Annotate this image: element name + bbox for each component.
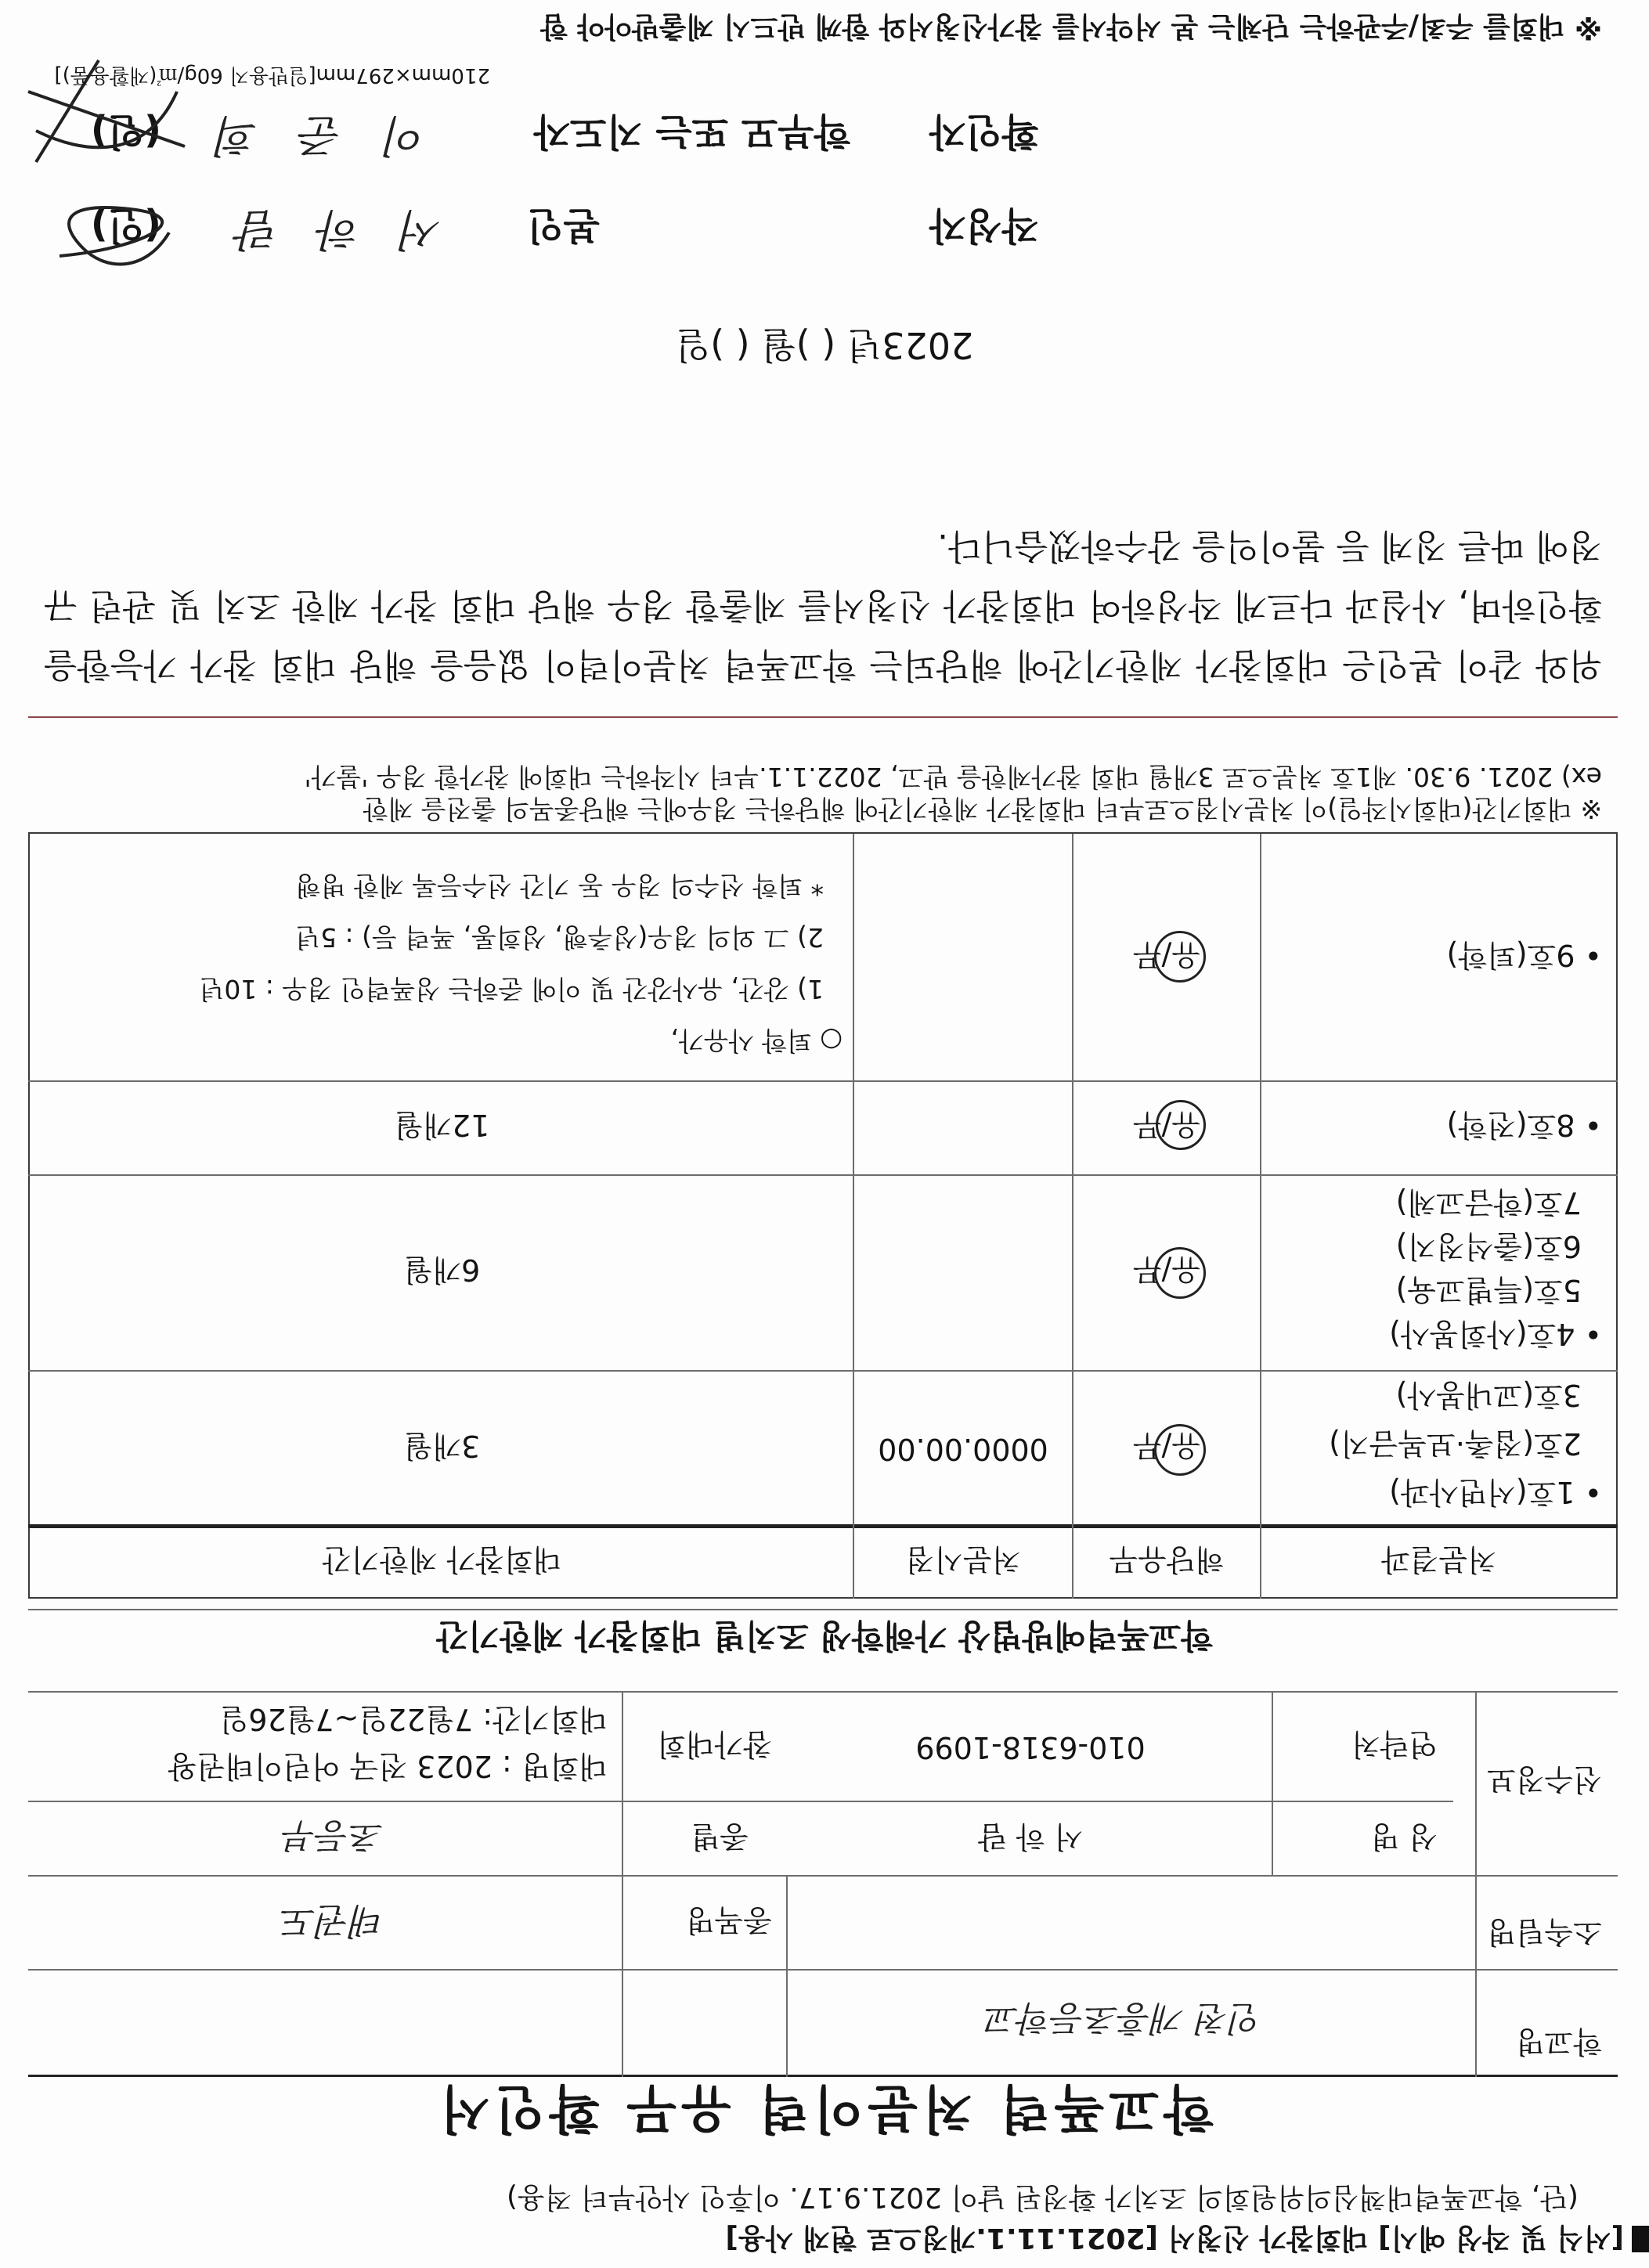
contact-label: 연락처 [1351, 1727, 1438, 1762]
affiliation-label: 소속팀명 [1487, 1915, 1602, 1950]
school-label: 학교명 [1515, 2025, 1602, 2060]
date-line: 2023년 ( )월 ( )일 [675, 324, 974, 366]
expulsion-note [199, 860, 843, 1066]
school-value: 인천 개흥초등학교 [985, 1998, 1264, 2038]
applicant-name: 서 하 람 [226, 204, 443, 254]
applicant-stamp: (인) [90, 204, 161, 247]
guardian-signature-scribble [20, 37, 193, 178]
choice-circle-mark [1154, 931, 1206, 983]
title-divider [28, 2075, 1618, 2077]
guardian-stamp: (인) [90, 110, 161, 153]
info-col-divider [1272, 1693, 1273, 1877]
limit-note: ※ 대회기간(대회시작일)이 처분시점으로부터 대회참가 제한기간에 해당하는 경우에는 해당종목의 출전을 제한 [363, 794, 1602, 824]
result-item: 3호(교내봉사) [1395, 1378, 1582, 1412]
info-col-divider [786, 1877, 788, 2077]
name-value: 서 하 람 [977, 1819, 1084, 1854]
result-item: • 1호(서면사과) [1389, 1475, 1602, 1509]
form-sub-note: (단, 학교폭력대책심의위원회의 조치가 확정된 날이 2021.9.17. 이후인 사안부터 적용) [506, 2181, 1579, 2213]
table-title: 학교폭력예방법상 가해학생 조치별 대회참가 제한기간 [436, 1617, 1213, 1655]
event-label: 참가대회 [657, 1727, 772, 1762]
choice-circle-mark [1156, 1100, 1206, 1150]
corner-marker [1632, 2226, 1649, 2252]
sport-label: 종목명 [685, 1903, 772, 1938]
event-period: 대회기간: 7월22일~7월26일 [219, 1702, 608, 1736]
table-row-1-results [1329, 1371, 1602, 1516]
confirmation-paragraph: 위와 같이 본인은 대회참가 제한기간에 해당되는 학교폭력 처분이력이 없음을 해당 대회 참가 가능함을 확인하며, 사실과 다르게 작성하여 대회참가 신청서를 제출할 경우 해당 대회 참가 제한 조치 및 관련 규정에 따른 징계 등 불이익을 감수하겠습니다. [43, 526, 1602, 685]
applicable-choice: 유/무 [1132, 938, 1201, 972]
contact-value: 010-6318-1099 [915, 1730, 1146, 1765]
applicant-label: 작성자 [929, 204, 1038, 247]
table-title-divider [28, 1609, 1618, 1610]
info-col-divider [622, 1693, 623, 2077]
table-col-divider [1260, 834, 1261, 1599]
applicable-choice: 유/무 [1132, 1253, 1201, 1288]
col-header-date: 처분시점 [905, 1542, 1021, 1578]
expulsion-note-line: 2) 그 외의 경우(성추행, 성희롱, 폭력 등) : 5년 [295, 922, 824, 953]
limit-period: 6개월 [403, 1253, 481, 1288]
limit-example: ex) 2021. 9.30. 제1호 처분으로 3개월 대회 참가제한을 받고, 2022.1.1.부터 시작하는 대회에 참가할 경우 '불가' [304, 762, 1602, 792]
result-item: 7호(학급교체) [1395, 1185, 1582, 1220]
guardian-role: 학부모 또는 지도자 [533, 110, 850, 153]
result-item: • 9호(퇴학) [1446, 938, 1602, 972]
expulsion-note-line: ○ 퇴학 사유가, [670, 1026, 843, 1056]
result-item: 2호(접촉·보복금지) [1329, 1426, 1582, 1461]
grade-label: 종별 [691, 1819, 749, 1854]
section-divider [28, 716, 1618, 718]
event-name: 대회명 : 2023 전국 어린이태권왕 [168, 1749, 608, 1783]
expulsion-note-line: * 퇴학 선수의 경우 동 기간 선수등록 제한 병행 [295, 871, 824, 901]
choice-circle-mark [1154, 1247, 1206, 1299]
col-header-limit: 대회참가 제한기간 [322, 1542, 562, 1578]
document-title: 학교폭력 처분이력 유무 확인서 [435, 2079, 1214, 2139]
form-note-line: [서식 및 작성 예시] 대회참가 신청서 [2021.11.1.개정으로 현재 사용] [725, 2222, 1624, 2254]
paper-spec-note: 210mm×297mm[일반용지 60g/㎡(재활용품)] [54, 63, 490, 87]
sanction-date: 0000.00.00 [878, 1432, 1048, 1466]
result-item: • 4호(사회봉사) [1389, 1317, 1602, 1351]
info-col-divider [1475, 1693, 1477, 2077]
limit-period: 3개월 [403, 1429, 481, 1464]
applicable-choice: 유/무 [1132, 1429, 1201, 1464]
bottom-note: ※ 대회를 주최/주관하는 단체는 본 서약서를 참가신청서와 함께 반드시 제출받아야 함 [540, 10, 1602, 42]
sport-value: 태권도 [281, 1900, 386, 1942]
table-row-2-results [1389, 1181, 1602, 1356]
applicant-signature-scribble [44, 193, 177, 279]
grade-value: 초등부 [283, 1815, 384, 1856]
guardian-label: 확인자 [929, 110, 1038, 153]
result-item: • 8호(전학) [1446, 1108, 1602, 1143]
expulsion-note-line: 1) 강간, 유사강간 및 이에 준하는 성폭력인 경우 : 10년 [199, 974, 824, 1004]
choice-circle-mark [1154, 1424, 1206, 1476]
applicable-choice: 유/무 [1132, 1108, 1201, 1143]
result-item: 5호(특별교육) [1395, 1273, 1582, 1307]
applicant-role: 본인 [527, 204, 600, 247]
limit-period: 12개월 [394, 1108, 490, 1143]
guardian-name: 이 준 희 [202, 110, 428, 160]
result-item: 6호(출석정지) [1395, 1229, 1582, 1264]
col-header-result: 처분결과 [1381, 1542, 1496, 1578]
player-info-label: 선수정보 [1487, 1762, 1602, 1797]
name-label: 성 명 [1370, 1819, 1438, 1854]
col-header-applicable: 해당유무 [1109, 1542, 1225, 1578]
